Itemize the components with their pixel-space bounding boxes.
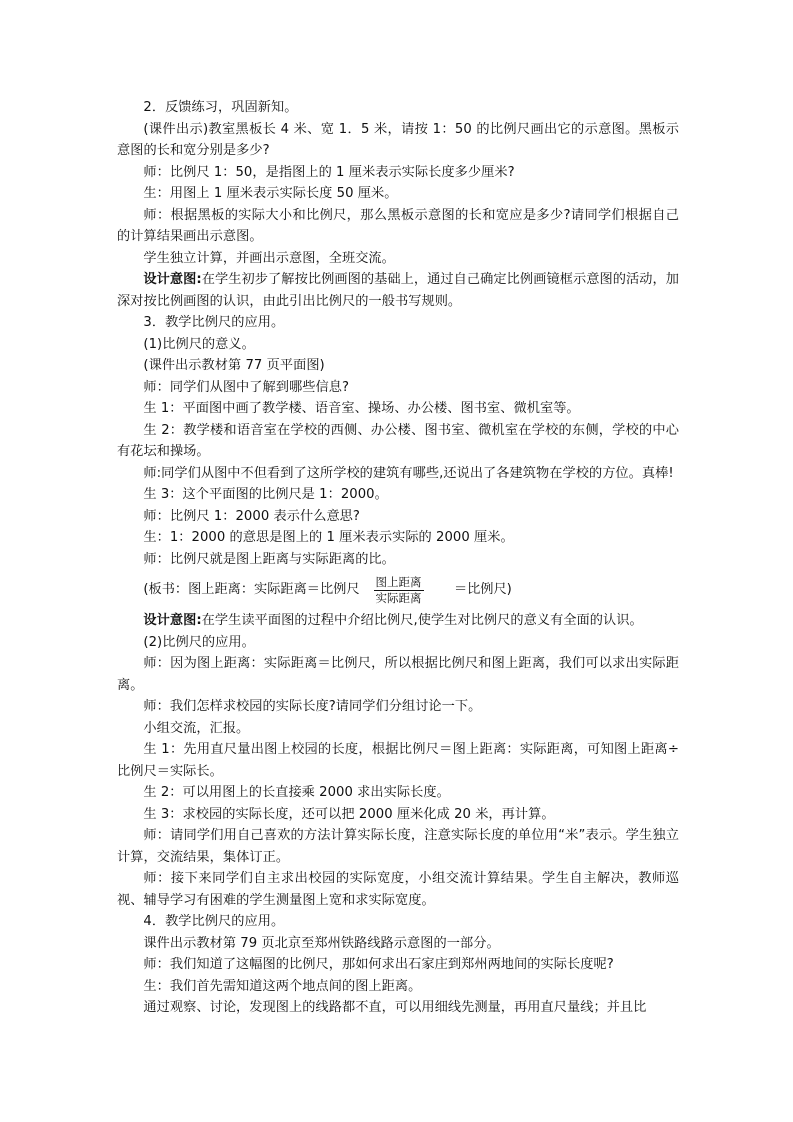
paragraph: 生：我们首先需知道这两个地点间的图上距离。 xyxy=(143,978,422,994)
paragraph: 生 1：先用直尺量出图上校园的长度，根据比例尺＝图上距离：实际距离，可知图上距离÷比例尺＝实际长。 xyxy=(117,742,679,779)
paragraph: 师：请同学们用自己喜欢的方法计算实际长度，注意实际长度的单位用“米”表示。学生独立计算，交流结果，集体订正。 xyxy=(117,828,679,865)
paragraph: 通过观察、讨论，发现图上的线路都不直，可以用细线先测量，再用直尺量线；并且比 xyxy=(143,1000,647,1015)
paragraph: 生：用图上 1 厘米表示实际长度 50 厘米。 xyxy=(143,186,398,201)
paragraph: 师:同学们从图中不但看到了这所学校的建筑有哪些,还说出了各建筑物在学校的方位。真棒! xyxy=(143,465,674,481)
fraction-denominator: 实际距离 xyxy=(375,590,422,605)
design-intent-label: 设计意图: xyxy=(143,613,202,628)
fraction xyxy=(374,575,424,606)
blackboard-formula xyxy=(117,572,679,608)
design-intent-text: 在学生读平面图的过程中介绍比例尺,使学生对比例尺的意义有全面的认识。 xyxy=(201,613,643,628)
paragraph: 生 3：这个平面图的比例尺是 1：2000。 xyxy=(143,487,388,502)
paragraph: (课件出示教材第 77 页平面图) xyxy=(143,358,325,373)
paragraph: 师：同学们从图中了解到哪些信息? xyxy=(143,379,350,395)
paragraph: 生 2：教学楼和语音室在学校的西侧、办公楼、图书室、微机室在学校的东侧，学校的中心有花坛和操场。 xyxy=(117,422,679,459)
paragraph: 小组交流，汇报。 xyxy=(143,720,250,736)
paragraph: (课件出示)教室黑板长 4 米、宽 1．5 米，请按 1：50 的比例尺画出它的示意图。黑板示意图的长和宽分别是多少? xyxy=(117,121,679,158)
paragraph: 师：我们知道了这幅图的比例尺，那如何求出石家庄到郑州两地间的实际长度呢? xyxy=(143,957,614,972)
paragraph: 师：接下来同学们自主求出校园的实际宽度，小组交流计算结果。学生自主解决，教师巡视、辅导学习有困难的学生测量图上宽和求实际宽度。 xyxy=(117,871,679,908)
paragraph: 师：比例尺 1：50，是指图上的 1 厘米表示实际长度多少厘米? xyxy=(143,164,515,180)
paragraph: 师：我们怎样求校园的实际长度?请同学们分组讨论一下。 xyxy=(143,699,482,714)
paragraph: 课件出示教材第 79 页北京至郑州铁路线路示意图的一部分。 xyxy=(143,935,500,951)
paragraph: 生 2：可以用图上的长直接乘 2000 求出实际长度。 xyxy=(143,785,450,800)
design-intent-paragraph xyxy=(117,269,679,312)
document-page xyxy=(117,97,679,1019)
design-intent-label: 设计意图: xyxy=(143,272,202,287)
paragraph: 2．反馈练习，巩固新知。 xyxy=(143,100,298,115)
subsection-heading: (1)比例尺的意义。 xyxy=(143,336,255,352)
paragraph: 师：根据黑板的实际大小和比例尺，那么黑板示意图的长和宽应是多少?请同学们根据自己的计算结果画出示意图。 xyxy=(117,207,679,244)
paragraph: 师：比例尺就是图上距离与实际距离的比。 xyxy=(143,551,395,567)
section-heading: 3．教学比例尺的应用。 xyxy=(143,315,285,330)
design-intent-text: 在学生初步了解按比例画图的基础上，通过自己确定比例画镜框示意图的活动，加深对按比例画图的认识，由此引出比例尺的一般书写规则。 xyxy=(117,272,679,309)
fraction-numerator: 图上距离 xyxy=(375,574,422,589)
formula-prefix: (板书：图上距离：实际距离＝比例尺 xyxy=(143,582,360,598)
paragraph: 师：因为图上距离：实际距离＝比例尺，所以根据比例尺和图上距离，我们可以求出实际距离。 xyxy=(117,656,679,693)
section-heading: 4．教学比例尺的应用。 xyxy=(143,914,285,929)
formula-suffix: ＝比例尺) xyxy=(453,582,512,598)
paragraph: 生 1：平面图中画了教学楼、语音室、操场、办公楼、图书室、微机室等。 xyxy=(143,401,580,416)
subsection-heading: (2)比例尺的应用。 xyxy=(143,634,255,650)
paragraph: 师：比例尺 1：2000 表示什么意思? xyxy=(143,508,360,524)
paragraph: 学生独立计算，并画出示意图，全班交流。 xyxy=(143,250,395,266)
design-intent-paragraph xyxy=(117,610,679,632)
paragraph: 生：1：2000 的意思是图上的 1 厘米表示实际的 2000 厘米。 xyxy=(143,530,514,545)
paragraph: 生 3：求校园的实际长度，还可以把 2000 厘米化成 20 米，再计算。 xyxy=(143,806,555,822)
